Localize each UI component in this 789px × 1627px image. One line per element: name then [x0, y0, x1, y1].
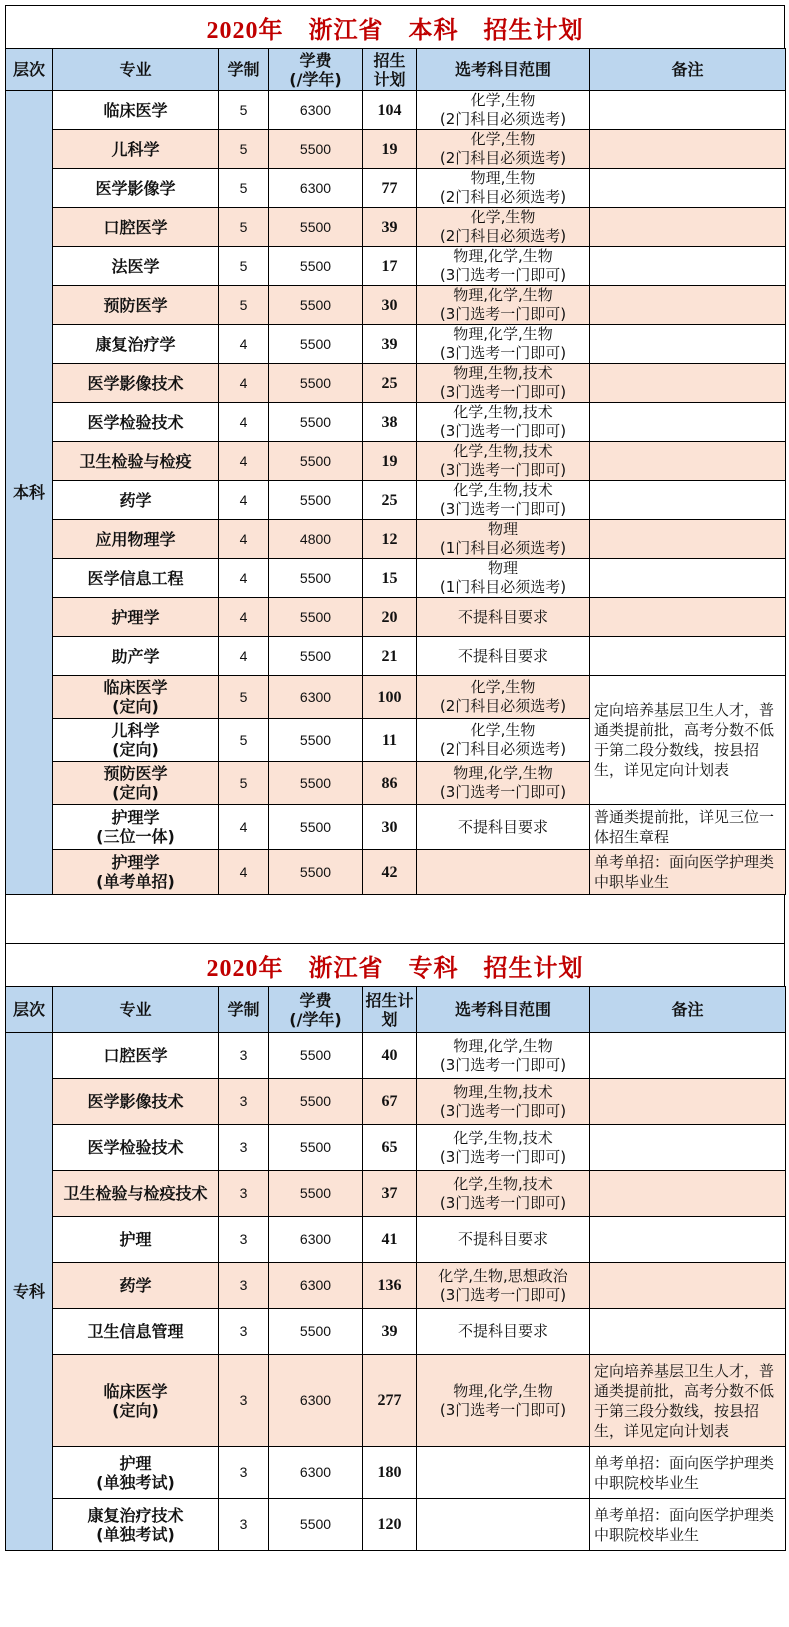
note-cell: 单考单招：面向医学护理类中职院校毕业生 — [590, 1499, 786, 1551]
years-cell: 3 — [219, 1171, 269, 1217]
header-note: 备注 — [590, 987, 786, 1033]
major-cell: 卫生检验与检疫技术 — [53, 1171, 219, 1217]
header-years: 学制 — [219, 49, 269, 91]
table-row — [6, 676, 786, 719]
note-cell — [590, 1217, 786, 1263]
major-cell: 预防医学 — [53, 286, 219, 325]
years-cell: 4 — [219, 403, 269, 442]
major-cell: 口腔医学 — [53, 1033, 219, 1079]
years-cell: 4 — [219, 598, 269, 637]
table-row — [6, 805, 786, 850]
table-row — [6, 1263, 786, 1309]
zhuanke-table — [5, 986, 786, 1551]
major-cell: 临床医学 — [53, 91, 219, 130]
plan-cell: 180 — [363, 1447, 417, 1499]
subjects-cell — [417, 1499, 590, 1551]
note-cell — [590, 637, 786, 676]
note-cell — [590, 1309, 786, 1355]
table-row — [6, 481, 786, 520]
note-cell — [590, 442, 786, 481]
plan-cell: 86 — [363, 762, 417, 805]
fee-cell: 5500 — [269, 247, 363, 286]
table-row — [6, 598, 786, 637]
note-cell: 定向培养基层卫生人才，普通类提前批，高考分数不低于第二段分数线，按县招生，详见定向计划表 — [590, 676, 786, 805]
major-cell: 儿科学 (定向) — [53, 719, 219, 762]
fee-cell: 5500 — [269, 598, 363, 637]
fee-cell: 5500 — [269, 1171, 363, 1217]
table-row — [6, 364, 786, 403]
header-plan: 招生计 划 — [363, 987, 417, 1033]
fee-cell: 5500 — [269, 719, 363, 762]
subjects-cell: 化学,生物,技术 (3门选考一门即可) — [417, 1171, 590, 1217]
table-row — [6, 247, 786, 286]
header-years: 学制 — [219, 987, 269, 1033]
years-cell: 5 — [219, 169, 269, 208]
plan-cell: 15 — [363, 559, 417, 598]
note-cell — [590, 364, 786, 403]
fee-cell: 6300 — [269, 1217, 363, 1263]
fee-cell: 6300 — [269, 676, 363, 719]
years-cell: 5 — [219, 719, 269, 762]
fee-cell: 5500 — [269, 559, 363, 598]
major-cell: 助产学 — [53, 637, 219, 676]
table-row — [6, 1079, 786, 1125]
subjects-cell: 化学,生物,技术 (3门选考一门即可) — [417, 442, 590, 481]
table-row — [6, 325, 786, 364]
note-cell — [590, 325, 786, 364]
years-cell: 4 — [219, 559, 269, 598]
note-cell — [590, 403, 786, 442]
fee-cell: 5500 — [269, 805, 363, 850]
plan-cell: 30 — [363, 805, 417, 850]
note-cell — [590, 481, 786, 520]
subjects-cell: 物理,化学,生物 (3门选考一门即可) — [417, 1033, 590, 1079]
subjects-cell: 物理,生物,技术 (3门选考一门即可) — [417, 1079, 590, 1125]
fee-cell: 6300 — [269, 1263, 363, 1309]
header-subjects: 选考科目范围 — [417, 987, 590, 1033]
table-row — [6, 1171, 786, 1217]
table-row — [6, 91, 786, 130]
years-cell: 4 — [219, 442, 269, 481]
years-cell: 4 — [219, 325, 269, 364]
major-cell: 医学信息工程 — [53, 559, 219, 598]
subjects-cell — [417, 850, 590, 895]
note-cell — [590, 208, 786, 247]
fee-cell: 5500 — [269, 208, 363, 247]
table-row — [6, 442, 786, 481]
table-row — [6, 208, 786, 247]
subjects-cell: 化学,生物,技术 (3门选考一门即可) — [417, 1125, 590, 1171]
major-cell: 药学 — [53, 1263, 219, 1309]
years-cell: 3 — [219, 1217, 269, 1263]
major-cell: 护理 (单独考试) — [53, 1447, 219, 1499]
table-row — [6, 1447, 786, 1499]
fee-cell: 6300 — [269, 169, 363, 208]
subjects-cell: 化学,生物 (2门科目必须选考) — [417, 91, 590, 130]
fee-cell: 5500 — [269, 1079, 363, 1125]
fee-cell: 6300 — [269, 1355, 363, 1447]
table-row — [6, 520, 786, 559]
fee-cell: 5500 — [269, 1499, 363, 1551]
header-subjects: 选考科目范围 — [417, 49, 590, 91]
fee-cell: 5500 — [269, 442, 363, 481]
header-major: 专业 — [53, 49, 219, 91]
note-cell — [590, 130, 786, 169]
major-cell: 卫生信息管理 — [53, 1309, 219, 1355]
major-cell: 医学检验技术 — [53, 403, 219, 442]
header-level: 层次 — [6, 987, 53, 1033]
plan-cell: 19 — [363, 130, 417, 169]
major-cell: 应用物理学 — [53, 520, 219, 559]
plan-cell: 39 — [363, 208, 417, 247]
subjects-cell: 化学,生物,技术 (3门选考一门即可) — [417, 481, 590, 520]
note-cell — [590, 1125, 786, 1171]
years-cell: 5 — [219, 286, 269, 325]
note-cell — [590, 286, 786, 325]
major-cell: 医学影像学 — [53, 169, 219, 208]
plan-cell: 41 — [363, 1217, 417, 1263]
subjects-cell — [417, 1447, 590, 1499]
subjects-cell: 化学,生物 (2门科目必须选考) — [417, 130, 590, 169]
years-cell: 3 — [219, 1263, 269, 1309]
years-cell: 5 — [219, 247, 269, 286]
table-row — [6, 130, 786, 169]
fee-cell: 4800 — [269, 520, 363, 559]
subjects-cell: 化学,生物,技术 (3门选考一门即可) — [417, 403, 590, 442]
section-spacer — [5, 895, 785, 943]
plan-cell: 40 — [363, 1033, 417, 1079]
fee-cell: 5500 — [269, 762, 363, 805]
page — [5, 5, 785, 1551]
table-row — [6, 1033, 786, 1079]
table-row — [6, 403, 786, 442]
subjects-cell: 不提科目要求 — [417, 1309, 590, 1355]
plan-cell: 136 — [363, 1263, 417, 1309]
plan-cell: 38 — [363, 403, 417, 442]
plan-cell: 120 — [363, 1499, 417, 1551]
major-cell: 康复治疗技术 (单独考试) — [53, 1499, 219, 1551]
note-cell: 单考单招：面向医学护理类中职毕业生 — [590, 850, 786, 895]
years-cell: 5 — [219, 208, 269, 247]
header-fee: 学费 (/学年) — [269, 987, 363, 1033]
plan-cell: 25 — [363, 481, 417, 520]
subjects-cell: 物理,化学,生物 (3门选考一门即可) — [417, 1355, 590, 1447]
note-cell — [590, 91, 786, 130]
note-cell — [590, 169, 786, 208]
subjects-cell: 物理,化学,生物 (3门选考一门即可) — [417, 762, 590, 805]
note-cell: 定向培养基层卫生人才，普通类提前批，高考分数不低于第三段分数线，按县招生，详见定向计划表 — [590, 1355, 786, 1447]
major-cell: 临床医学 (定向) — [53, 1355, 219, 1447]
subjects-cell: 不提科目要求 — [417, 598, 590, 637]
plan-cell: 19 — [363, 442, 417, 481]
plan-cell: 100 — [363, 676, 417, 719]
major-cell: 医学影像技术 — [53, 364, 219, 403]
major-cell: 医学影像技术 — [53, 1079, 219, 1125]
plan-cell: 20 — [363, 598, 417, 637]
major-cell: 护理学 — [53, 598, 219, 637]
table-row — [6, 559, 786, 598]
fee-cell: 5500 — [269, 1309, 363, 1355]
plan-cell: 37 — [363, 1171, 417, 1217]
note-cell — [590, 247, 786, 286]
major-cell: 临床医学 (定向) — [53, 676, 219, 719]
major-cell: 护理学 (三位一体) — [53, 805, 219, 850]
subjects-cell: 物理,化学,生物 (3门选考一门即可) — [417, 247, 590, 286]
table-row — [6, 1309, 786, 1355]
major-cell: 预防医学 (定向) — [53, 762, 219, 805]
table-row — [6, 1217, 786, 1263]
years-cell: 3 — [219, 1079, 269, 1125]
subjects-cell: 物理 (1门科目必须选考) — [417, 520, 590, 559]
subjects-cell: 物理,化学,生物 (3门选考一门即可) — [417, 325, 590, 364]
plan-cell: 11 — [363, 719, 417, 762]
table-row — [6, 637, 786, 676]
subjects-cell: 化学,生物,思想政治 (3门选考一门即可) — [417, 1263, 590, 1309]
note-cell — [590, 1171, 786, 1217]
plan-cell: 39 — [363, 325, 417, 364]
years-cell: 5 — [219, 762, 269, 805]
years-cell: 4 — [219, 520, 269, 559]
major-cell: 医学检验技术 — [53, 1125, 219, 1171]
years-cell: 3 — [219, 1125, 269, 1171]
plan-cell: 42 — [363, 850, 417, 895]
zhuanke-header-row — [6, 987, 786, 1033]
fee-cell: 6300 — [269, 91, 363, 130]
years-cell: 4 — [219, 481, 269, 520]
fee-cell: 5500 — [269, 286, 363, 325]
plan-cell: 67 — [363, 1079, 417, 1125]
zhuanke-title: 2020年 浙江省 专科 招生计划 — [5, 943, 785, 986]
note-cell — [590, 520, 786, 559]
subjects-cell: 物理,化学,生物 (3门选考一门即可) — [417, 286, 590, 325]
major-cell: 儿科学 — [53, 130, 219, 169]
fee-cell: 5500 — [269, 403, 363, 442]
years-cell: 3 — [219, 1033, 269, 1079]
header-major: 专业 — [53, 987, 219, 1033]
years-cell: 3 — [219, 1309, 269, 1355]
years-cell: 4 — [219, 364, 269, 403]
plan-cell: 65 — [363, 1125, 417, 1171]
note-cell — [590, 1263, 786, 1309]
subjects-cell: 不提科目要求 — [417, 1217, 590, 1263]
note-cell — [590, 559, 786, 598]
years-cell: 3 — [219, 1355, 269, 1447]
subjects-cell: 化学,生物 (2门科目必须选考) — [417, 208, 590, 247]
note-cell: 普通类提前批，详见三位一体招生章程 — [590, 805, 786, 850]
years-cell: 4 — [219, 805, 269, 850]
table-row — [6, 850, 786, 895]
note-cell — [590, 1079, 786, 1125]
subjects-cell: 物理 (1门科目必须选考) — [417, 559, 590, 598]
years-cell: 3 — [219, 1447, 269, 1499]
major-cell: 法医学 — [53, 247, 219, 286]
fee-cell: 5500 — [269, 850, 363, 895]
level-cell: 专科 — [6, 1033, 53, 1551]
table-row — [6, 1125, 786, 1171]
subjects-cell: 不提科目要求 — [417, 805, 590, 850]
header-fee: 学费 (/学年) — [269, 49, 363, 91]
table-row — [6, 1355, 786, 1447]
benke-table-body — [6, 91, 786, 895]
plan-cell: 39 — [363, 1309, 417, 1355]
subjects-cell: 化学,生物 (2门科目必须选考) — [417, 676, 590, 719]
years-cell: 5 — [219, 91, 269, 130]
years-cell: 5 — [219, 130, 269, 169]
note-cell: 单考单招：面向医学护理类中职院校毕业生 — [590, 1447, 786, 1499]
fee-cell: 5500 — [269, 364, 363, 403]
plan-cell: 17 — [363, 247, 417, 286]
fee-cell: 6300 — [269, 1447, 363, 1499]
header-level: 层次 — [6, 49, 53, 91]
table-row — [6, 1499, 786, 1551]
fee-cell: 5500 — [269, 325, 363, 364]
benke-title: 2020年 浙江省 本科 招生计划 — [5, 5, 785, 48]
major-cell: 卫生检验与检疫 — [53, 442, 219, 481]
fee-cell: 5500 — [269, 1125, 363, 1171]
major-cell: 药学 — [53, 481, 219, 520]
level-cell: 本科 — [6, 91, 53, 895]
benke-header-row — [6, 49, 786, 91]
table-row — [6, 286, 786, 325]
note-cell — [590, 598, 786, 637]
plan-cell: 21 — [363, 637, 417, 676]
years-cell: 4 — [219, 850, 269, 895]
major-cell: 口腔医学 — [53, 208, 219, 247]
table-row — [6, 169, 786, 208]
header-plan: 招生 计划 — [363, 49, 417, 91]
fee-cell: 5500 — [269, 1033, 363, 1079]
major-cell: 康复治疗学 — [53, 325, 219, 364]
subjects-cell: 化学,生物 (2门科目必须选考) — [417, 719, 590, 762]
fee-cell: 5500 — [269, 637, 363, 676]
benke-table — [5, 48, 786, 895]
plan-cell: 25 — [363, 364, 417, 403]
major-cell: 护理 — [53, 1217, 219, 1263]
note-cell — [590, 1033, 786, 1079]
fee-cell: 5500 — [269, 130, 363, 169]
subjects-cell: 物理,生物 (2门科目必须选考) — [417, 169, 590, 208]
years-cell: 5 — [219, 676, 269, 719]
plan-cell: 12 — [363, 520, 417, 559]
major-cell: 护理学 (单考单招) — [53, 850, 219, 895]
plan-cell: 77 — [363, 169, 417, 208]
zhuanke-table-body — [6, 1033, 786, 1551]
years-cell: 4 — [219, 637, 269, 676]
plan-cell: 277 — [363, 1355, 417, 1447]
plan-cell: 104 — [363, 91, 417, 130]
fee-cell: 5500 — [269, 481, 363, 520]
years-cell: 3 — [219, 1499, 269, 1551]
plan-cell: 30 — [363, 286, 417, 325]
subjects-cell: 不提科目要求 — [417, 637, 590, 676]
subjects-cell: 物理,生物,技术 (3门选考一门即可) — [417, 364, 590, 403]
header-note: 备注 — [590, 49, 786, 91]
